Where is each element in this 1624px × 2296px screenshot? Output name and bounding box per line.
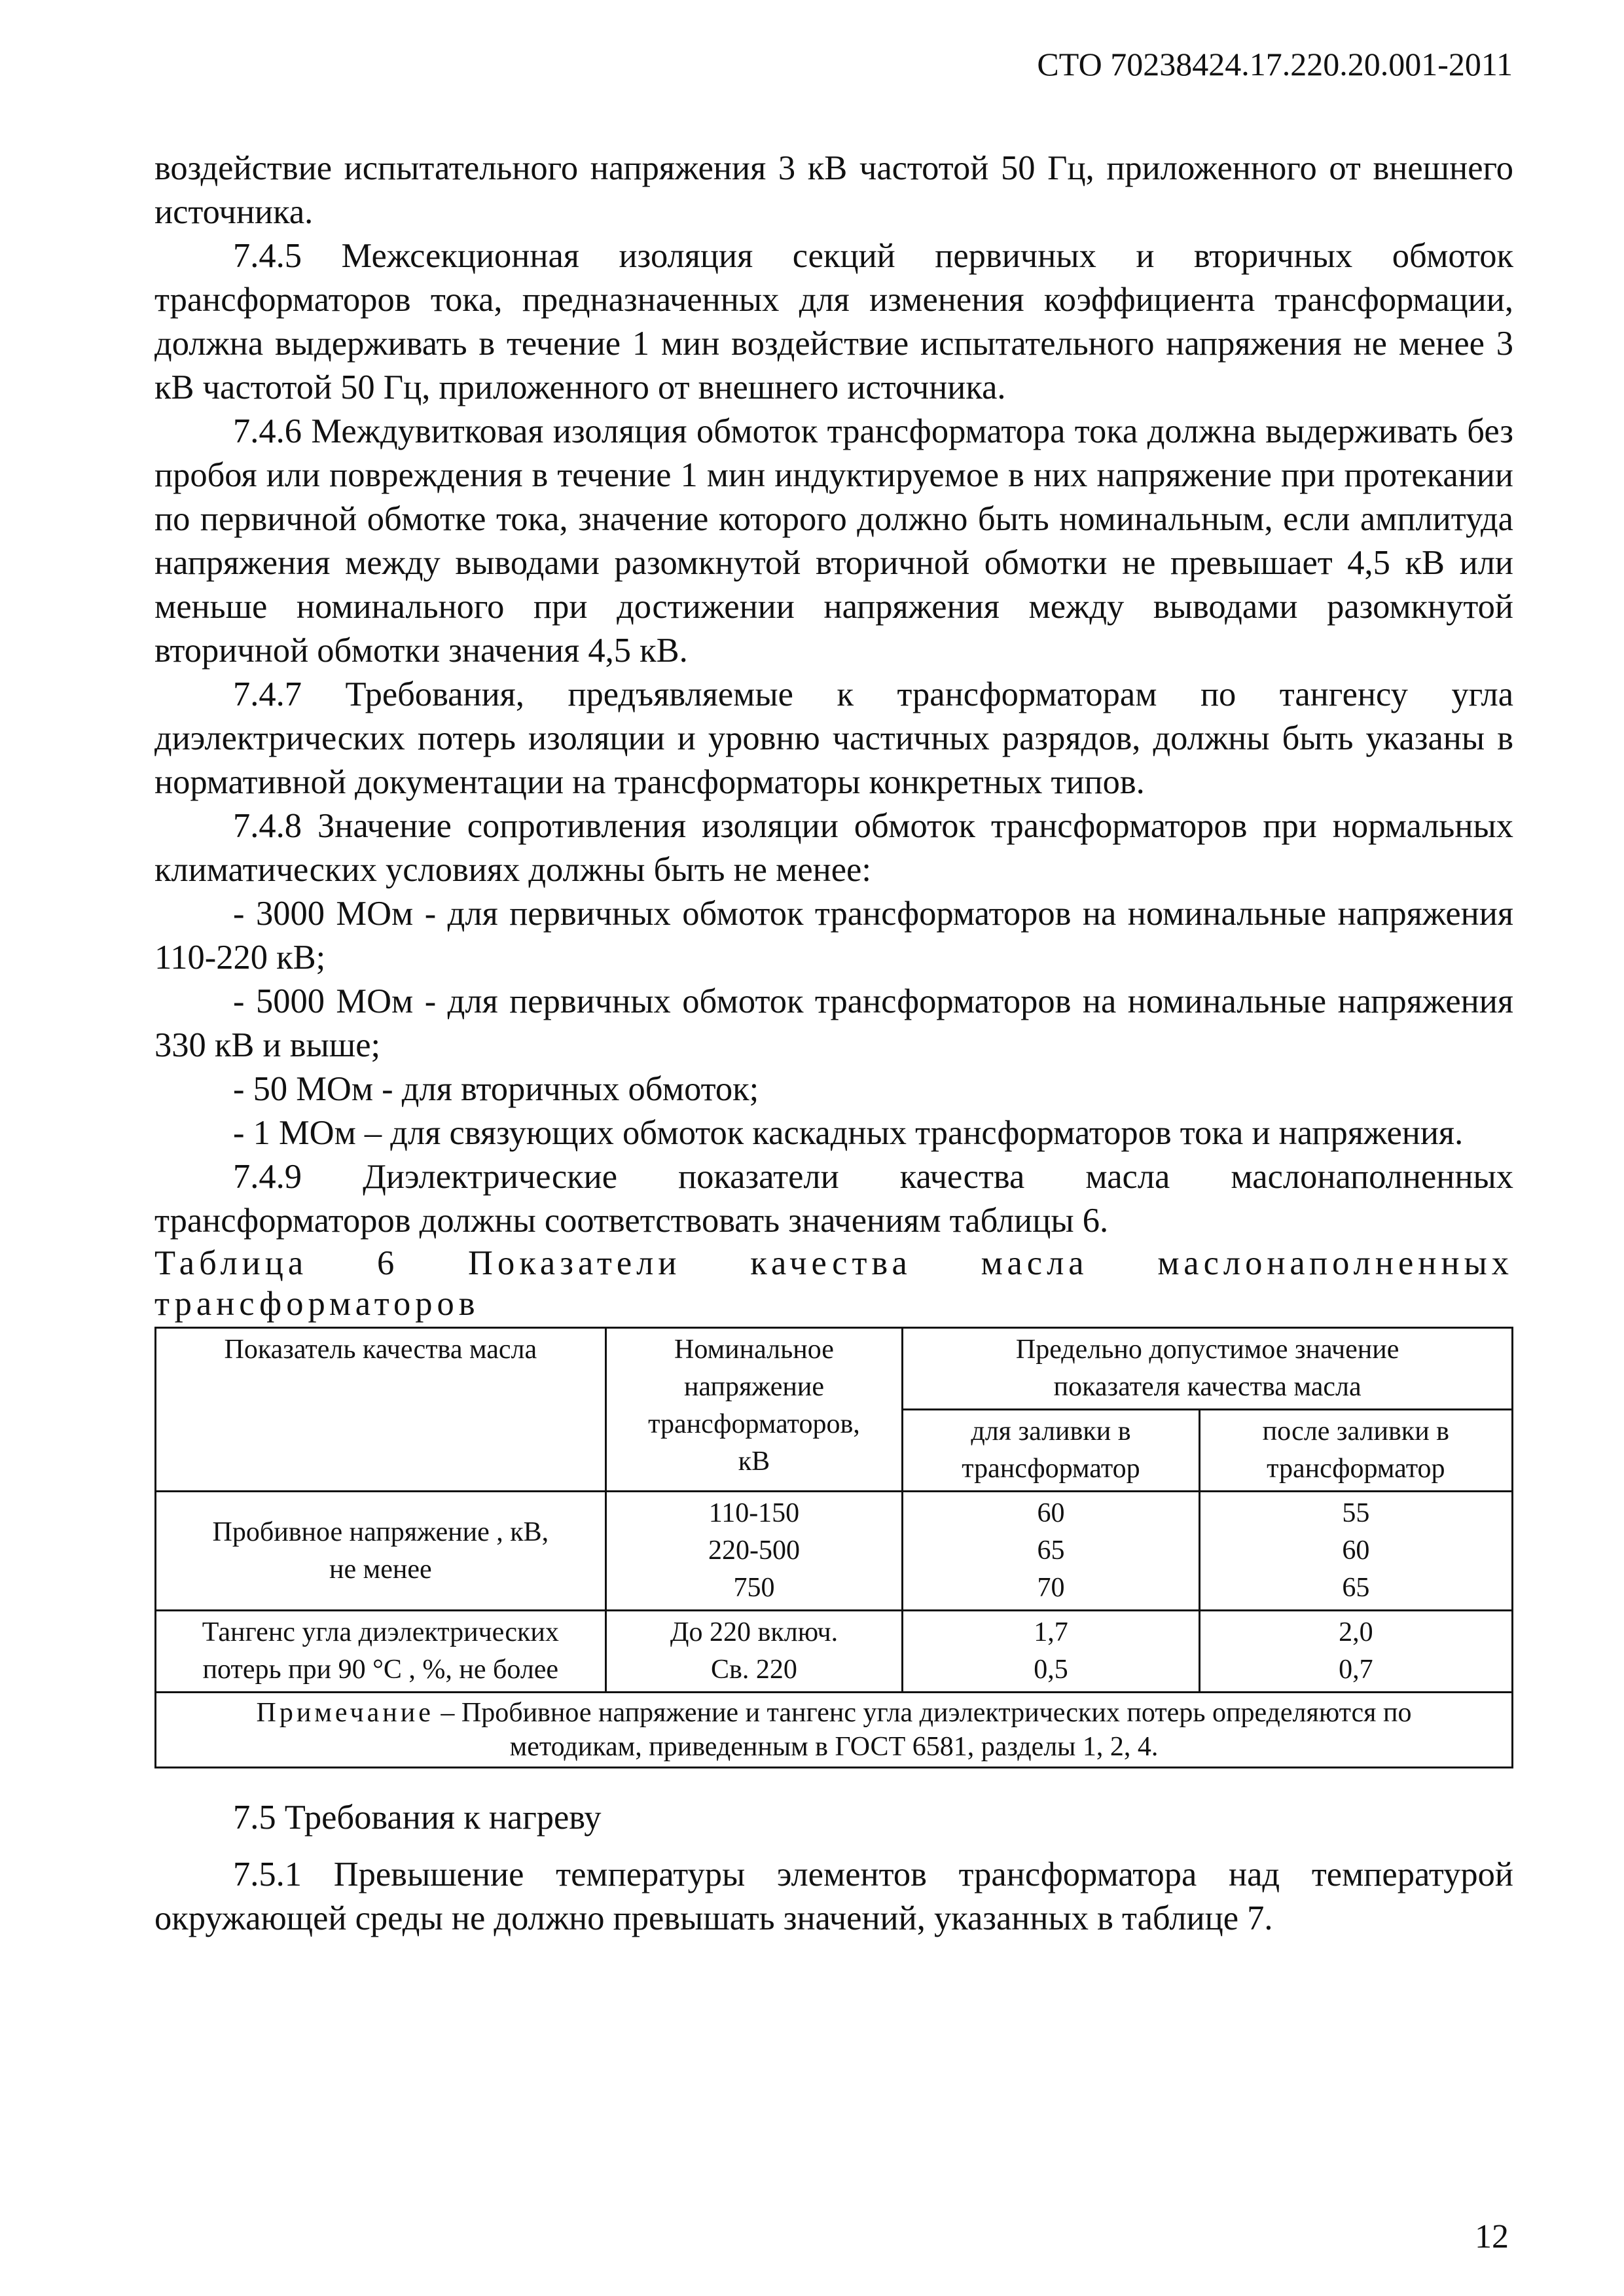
header-voltage-line: трансформаторов, [648, 1409, 860, 1439]
paragraph-continuation: воздействие испытательного напряжения 3 кВ частотой 50 Гц, приложенного от внешнего источника. [154, 149, 1513, 231]
table-note-row [156, 1693, 1513, 1768]
table-row-loss-tangent [156, 1611, 1513, 1693]
header-indicator: Показатель качества масла [156, 1328, 606, 1492]
paragraph-7-4-8: 7.4.8 Значение сопротивления изоляции обмоток трансформаторов при нормальных климатических условиях должны быть не менее: [154, 807, 1513, 889]
header-limit-value [903, 1328, 1513, 1410]
indicator-line: потерь при 90 °С , %, не более [202, 1655, 559, 1685]
header-before-filling [903, 1410, 1199, 1492]
after-value: 0,7 [1339, 1655, 1373, 1685]
cell-after-values [1199, 1611, 1512, 1693]
header-voltage-line: кВ [738, 1446, 770, 1477]
after-value: 2,0 [1339, 1617, 1373, 1647]
after-value: 60 [1342, 1535, 1370, 1566]
header-fill-line: для заливки в [971, 1416, 1131, 1446]
note-text-line-2: методикам, приведенным в ГОСТ 6581, разделы 1, 2, 4. [509, 1732, 1159, 1762]
document-body [154, 147, 1513, 1941]
list-item-50-mohm: - 50 МОм - для вторичных обмоток; [233, 1070, 759, 1108]
cell-voltages [605, 1611, 903, 1693]
oil-quality-table [154, 1327, 1513, 1768]
voltage-value: 110-150 [708, 1498, 800, 1528]
cell-after-values [1199, 1492, 1512, 1611]
fill-value: 65 [1037, 1535, 1065, 1566]
header-after-line: трансформатор [1267, 1454, 1445, 1484]
section-heading-7-5: 7.5 Требования к нагреву [233, 1799, 602, 1837]
header-fill-line: трансформатор [962, 1454, 1140, 1484]
cell-indicator [156, 1611, 606, 1693]
note-label: Примечание [256, 1698, 434, 1728]
fill-value: 0,5 [1034, 1655, 1068, 1685]
table-caption: Таблица 6 Показатели качества масла маслонаполненных трансформаторов [154, 1244, 1513, 1323]
table-header-row [156, 1328, 1513, 1410]
note-text: – Пробивное напряжение и тангенс угла диэлектрических потерь определяются по [433, 1698, 1412, 1728]
paragraph-7-4-7: 7.4.7 Требования, предъявляемые к трансформаторам по тангенсу угла диэлектрических потерь изоляции и уровню частичных разрядов, должны быть указаны в нормативной документации на трансформаторы конкретных типов. [154, 675, 1513, 801]
paragraph-7-4-5: 7.4.5 Межсекционная изоляция секций первичных и вторичных обмоток трансформаторов тока, предназначенных для изменения коэффициента трансформации, должна выдерживать в течение 1 мин воздействие испытательного напряжения не менее 3 кВ частотой 50 Гц, приложенного от внешнего источника. [154, 237, 1513, 406]
cell-indicator [156, 1492, 606, 1611]
header-voltage-line: Номинальное [674, 1335, 834, 1365]
list-item-1-mohm: - 1 МОм – для связующих обмоток каскадных трансформаторов тока и напряжения. [233, 1114, 1464, 1152]
cell-fill-values [903, 1611, 1199, 1693]
voltage-value: 220-500 [708, 1535, 800, 1566]
header-voltage-line: напряжение [683, 1372, 824, 1402]
after-value: 55 [1342, 1498, 1370, 1528]
header-limit-line: показателя качества масла [1053, 1372, 1362, 1402]
document-code-header: СТО 70238424.17.220.20.001-2011 [1037, 46, 1513, 82]
fill-value: 70 [1037, 1573, 1065, 1603]
cell-fill-values [903, 1492, 1199, 1611]
header-limit-line: Предельно допустимое значение [1015, 1335, 1399, 1365]
table-note [156, 1693, 1513, 1768]
header-nominal-voltage [605, 1328, 903, 1492]
voltage-value: Св. 220 [711, 1655, 797, 1685]
indicator-line: Тангенс угла диэлектрических [202, 1617, 559, 1647]
list-item-3000-mohm: - 3000 МОм - для первичных обмоток трансформаторов на номинальные напряжения 110-220 кВ; [154, 895, 1513, 977]
fill-value: 1,7 [1034, 1617, 1068, 1647]
list-item-5000-mohm: - 5000 МОм - для первичных обмоток трансформаторов на номинальные напряжения 330 кВ и выше; [154, 982, 1513, 1064]
paragraph-7-5-1: 7.5.1 Превышение температуры элементов трансформатора над температурой окружающей среды не должно превышать значений, указанных в таблице 7. [154, 1856, 1513, 1937]
cell-voltages [605, 1492, 903, 1611]
header-after-filling [1199, 1410, 1512, 1492]
indicator-line: Пробивное напряжение , кВ, [212, 1516, 549, 1547]
indicator-line: не менее [329, 1554, 432, 1585]
voltage-value: 750 [733, 1573, 775, 1603]
voltage-value: До 220 включ. [670, 1617, 839, 1647]
header-after-line: после заливки в [1262, 1416, 1450, 1446]
after-value: 65 [1342, 1573, 1370, 1603]
paragraph-7-4-9: 7.4.9 Диэлектрические показатели качества масла маслонаполненных трансформаторов должны соответствовать значениям таблицы 6. [154, 1158, 1513, 1240]
fill-value: 60 [1037, 1498, 1065, 1528]
table-row-breakdown-voltage [156, 1492, 1513, 1611]
paragraph-7-4-6: 7.4.6 Междувитковая изоляция обмоток трансформатора тока должна выдерживать без пробоя или повреждения в течение 1 мин индуктируемое в них напряжение при протекании по первичной обмотке тока, значение которого должно быть номинальным, если амплитуда напряжения между выводами разомкнутой вторичной обмотки не превышает 4,5 кВ или меньше номинального при достижении напряжения между выводами разомкнутой вторичной обмотки значения 4,5 кВ. [154, 412, 1513, 670]
page-number: 12 [1475, 2218, 1509, 2255]
